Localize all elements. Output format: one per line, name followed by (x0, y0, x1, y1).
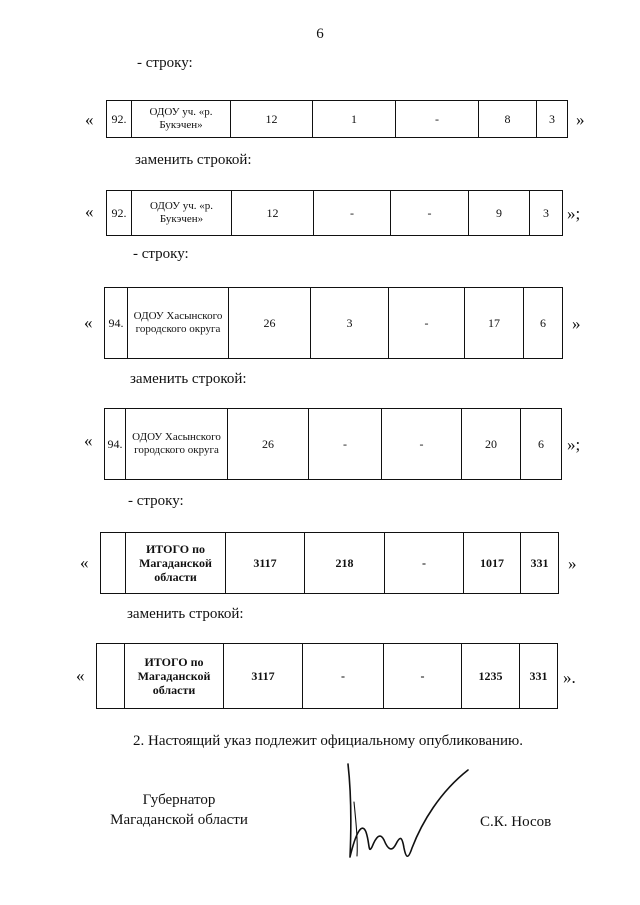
signatory-title-line2: Магаданской области (110, 812, 248, 828)
row-value: - (389, 288, 465, 359)
close-quote: » (568, 554, 577, 573)
open-quote: « (85, 202, 94, 221)
row-label: заменить строкой: (130, 371, 247, 387)
row-label: - строку: (133, 246, 189, 262)
row-name: ОДОУ Хасынского городского округа (128, 288, 229, 359)
row-value: 6 (524, 288, 563, 359)
row-value: 20 (462, 409, 521, 480)
row-value: 1017 (464, 533, 521, 594)
row-value: 1 (313, 101, 396, 138)
row-value: 3 (311, 288, 389, 359)
close-quote: »; (567, 435, 581, 454)
row-value: 8 (479, 101, 537, 138)
row-name: ИТОГО по Магаданской области (125, 644, 224, 709)
handwritten-signature (340, 762, 475, 862)
row-value: 3117 (224, 644, 303, 709)
row-value: - (385, 533, 464, 594)
close-quote: »; (567, 204, 581, 223)
row-number: 92. (107, 101, 132, 138)
open-quote: « (85, 110, 94, 129)
row-name: ОДОУ уч. «р. Букэчен» (132, 191, 232, 236)
row-value: - (391, 191, 469, 236)
row-name: ОДОУ уч. «р. Букэчен» (132, 101, 231, 138)
row-label: - строку: (137, 55, 193, 71)
row-number: 94. (105, 288, 128, 359)
signatory-name: С.К. Носов (480, 814, 552, 830)
row-value: - (309, 409, 382, 480)
open-quote: « (80, 553, 89, 572)
row-value: 331 (520, 644, 558, 709)
row-label: заменить строкой: (135, 152, 252, 168)
table-row (96, 643, 558, 709)
row-value: 26 (229, 288, 311, 359)
close-quote: » (572, 314, 581, 333)
row-value: - (303, 644, 384, 709)
row-number (101, 533, 126, 594)
row-value: - (314, 191, 391, 236)
row-value: 3 (537, 101, 568, 138)
table-row (104, 408, 562, 480)
close-quote: » (576, 110, 585, 129)
row-value: 1235 (462, 644, 520, 709)
open-quote: « (76, 666, 85, 685)
row-number: 94. (105, 409, 126, 480)
signatory-title-line1: Губернатор (142, 792, 216, 808)
signatory-title (96, 790, 262, 830)
page-number: 6 (316, 26, 324, 42)
open-quote: « (84, 431, 93, 450)
row-label: - строку: (128, 493, 184, 509)
row-number: 92. (107, 191, 132, 236)
table-row (100, 532, 559, 594)
row-value: 17 (465, 288, 524, 359)
table-row (106, 190, 563, 236)
row-name: ОДОУ Хасынского городского округа (126, 409, 228, 480)
open-quote: « (84, 313, 93, 332)
row-value: 331 (521, 533, 559, 594)
row-value: 12 (231, 101, 313, 138)
row-value: 3117 (226, 533, 305, 594)
row-value: 26 (228, 409, 309, 480)
row-value: 6 (521, 409, 562, 480)
close-quote: ». (563, 668, 576, 687)
row-value: - (396, 101, 479, 138)
row-name: ИТОГО по Магаданской области (126, 533, 226, 594)
row-value: 12 (232, 191, 314, 236)
table-row (106, 100, 568, 138)
table-row (104, 287, 563, 359)
publication-paragraph: 2. Настоящий указ подлежит официальному опубликованию. (133, 733, 524, 749)
row-value: 218 (305, 533, 385, 594)
row-value: 9 (469, 191, 530, 236)
row-label: заменить строкой: (127, 606, 244, 622)
row-value: 3 (530, 191, 563, 236)
row-value: - (384, 644, 462, 709)
row-number (97, 644, 125, 709)
row-value: - (382, 409, 462, 480)
